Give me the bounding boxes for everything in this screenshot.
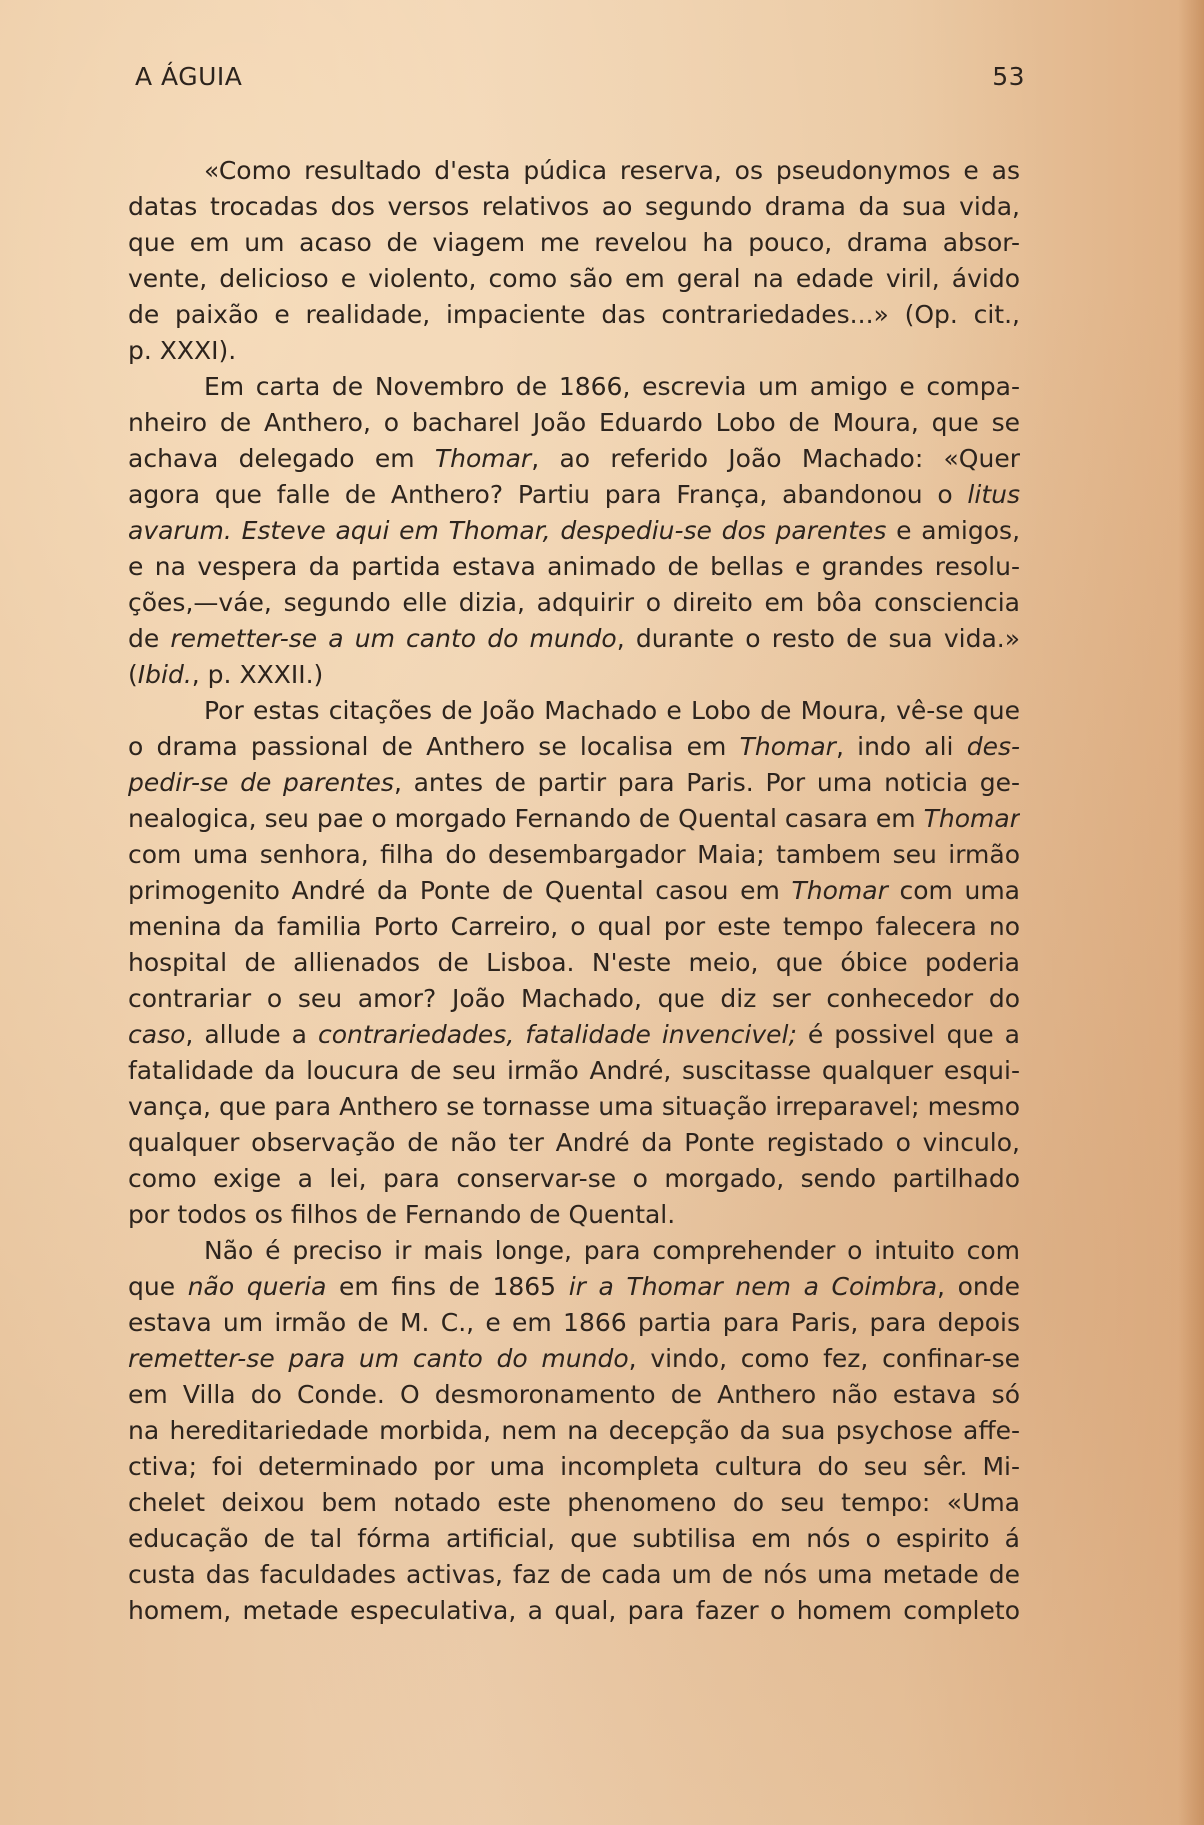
- text-segment: Não é preciso ir mais longe, para comprehender o intuito com: [204, 1236, 1020, 1265]
- text-segment: custa das faculdades activas, faz de cada um de nós uma metade de: [128, 1560, 1020, 1589]
- text-segment: nheiro de Anthero, o bacharel João Eduardo Lobo de Moura, que se: [128, 408, 1020, 437]
- text-line: [128, 513, 1020, 549]
- text-segment: e amigos,: [886, 516, 1020, 545]
- text-segment: é possivel que a: [796, 1020, 1020, 1049]
- text-line: [128, 873, 1020, 909]
- text-segment: com uma: [887, 876, 1020, 905]
- text-segment: vente, delicioso e violento, como são em geral na edade viril, ávido: [128, 264, 1020, 293]
- text-segment: , p. XXXII.): [191, 660, 324, 689]
- text-line: [128, 1089, 1020, 1125]
- italic-text: não queria: [187, 1272, 327, 1301]
- text-line: [128, 189, 1020, 225]
- text-segment: chelet deixou bem notado este phenomeno do seu tempo: «Uma: [128, 1488, 1020, 1517]
- text-line: [128, 765, 1020, 801]
- italic-text: Thomar: [923, 804, 1020, 833]
- running-header: [135, 62, 1025, 92]
- text-segment: agora que falle de Anthero? Partiu para França, abandonou o: [128, 480, 968, 509]
- text-line: [128, 1017, 1020, 1053]
- text-line: [128, 1413, 1020, 1449]
- text-segment: de: [128, 624, 171, 653]
- italic-text: remetter-se a um canto do mundo: [170, 624, 617, 653]
- text-segment: educação de tal fórma artificial, que subtilisa em nós o espirito á: [128, 1524, 1020, 1553]
- text-line: [128, 1161, 1020, 1197]
- text-line: [128, 1485, 1020, 1521]
- text-segment: qualquer observação de não ter André da Ponte registado o vinculo,: [128, 1128, 1020, 1157]
- text-line: [128, 405, 1020, 441]
- italic-text: remetter-se para um canto do mundo: [128, 1344, 629, 1373]
- text-line: [128, 837, 1020, 873]
- text-line: [128, 1377, 1020, 1413]
- italic-text: pedir-se de parentes: [128, 768, 394, 797]
- text-segment: e na vespera da partida estava animado de bellas e grandes resolu-: [128, 552, 1020, 581]
- text-line: [128, 1449, 1020, 1485]
- text-segment: o drama passional de Anthero se localisa em: [128, 732, 740, 761]
- page-number: 53: [992, 62, 1025, 91]
- text-line: [128, 261, 1020, 297]
- text-line: [128, 1053, 1020, 1089]
- text-segment: por todos os filhos de Fernando de Quental.: [128, 1200, 676, 1229]
- text-segment: , antes de partir para Paris. Por uma noticia ge-: [393, 768, 1020, 797]
- text-segment: Em carta de Novembro de 1866, escrevia um amigo e compa-: [204, 372, 1020, 401]
- text-line: [128, 333, 1020, 369]
- text-line: [128, 1593, 1020, 1629]
- text-line: [128, 657, 1020, 693]
- text-segment: Por estas citações de João Machado e Lobo de Moura, vê-se que: [204, 696, 1020, 725]
- text-line: [128, 297, 1020, 333]
- text-segment: primogenito André da Ponte de Quental casou em: [128, 876, 792, 905]
- text-line: [128, 477, 1020, 513]
- body-text: [128, 153, 1020, 1629]
- italic-text: contrariedades, fatalidade invencivel;: [317, 1020, 797, 1049]
- text-segment: com uma senhora, filha do desembargador Maia; tambem seu irmão: [128, 840, 1020, 869]
- text-line: [128, 549, 1020, 585]
- italic-text: Thomar: [434, 444, 532, 473]
- text-line: [128, 369, 1020, 405]
- text-segment: hospital de allienados de Lisboa. N'este meio, que óbice poderia: [128, 948, 1020, 977]
- text-segment: como exige a lei, para conservar-se o morgado, sendo partilhado: [128, 1164, 1020, 1193]
- italic-text: Thomar: [739, 732, 836, 761]
- text-line: [128, 1125, 1020, 1161]
- text-segment: , durante o resto de sua vida.»: [616, 624, 1020, 653]
- text-line: [128, 1341, 1020, 1377]
- italic-text: des-: [966, 732, 1020, 761]
- text-line: [128, 585, 1020, 621]
- text-segment: contrariar o seu amor? João Machado, que diz ser conhecedor do: [128, 984, 1020, 1013]
- text-line: [128, 909, 1020, 945]
- text-line: [128, 1269, 1020, 1305]
- text-segment: vança, que para Anthero se tornasse uma situação irreparavel; mesmo: [128, 1092, 1020, 1121]
- text-line: [128, 153, 1020, 189]
- text-segment: , allude a: [185, 1020, 318, 1049]
- text-segment: datas trocadas dos versos relativos ao segundo drama da sua vida,: [128, 192, 1020, 221]
- text-line: [128, 801, 1020, 837]
- italic-text: Thomar: [791, 876, 888, 905]
- italic-text: avarum. Esteve aqui em Thomar, despediu-se dos parentes: [128, 516, 887, 545]
- italic-text: ir a Thomar nem a Coimbra: [568, 1272, 938, 1301]
- text-line: [128, 1521, 1020, 1557]
- text-line: [128, 1557, 1020, 1593]
- italic-text: Ibid.: [137, 660, 192, 689]
- text-segment: nealogica, seu pae o morgado Fernando de Quental casara em: [128, 804, 924, 833]
- text-segment: «Como resultado d'esta púdica reserva, os pseudonymos e as: [204, 156, 1020, 185]
- text-segment: achava delegado em: [128, 444, 435, 473]
- text-line: [128, 1197, 1020, 1233]
- text-segment: na hereditariedade morbida, nem na decepção da sua psychose affe-: [128, 1416, 1020, 1445]
- text-line: [128, 621, 1020, 657]
- text-segment: estava um irmão de M. C., e em 1866 partia para Paris, para depois: [128, 1308, 1020, 1337]
- text-segment: (: [128, 660, 138, 689]
- text-segment: fatalidade da loucura de seu irmão André, suscitasse qualquer esqui-: [128, 1056, 1020, 1085]
- text-line: [128, 1305, 1020, 1341]
- text-segment: ções,—váe, segundo elle dizia, adquirir o direito em bôa consciencia: [128, 588, 1020, 617]
- text-line: [128, 1233, 1020, 1269]
- text-segment: homem, metade especulativa, a qual, para fazer o homem completo: [128, 1596, 1020, 1625]
- text-segment: menina da familia Porto Carreiro, o qual por este tempo falecera no: [128, 912, 1020, 941]
- text-line: [128, 981, 1020, 1017]
- page-edge-shadow: [1178, 0, 1204, 1825]
- text-segment: que em um acaso de viagem me revelou ha pouco, drama absor-: [128, 228, 1020, 257]
- text-line: [128, 693, 1020, 729]
- text-segment: que: [128, 1272, 188, 1301]
- text-segment: , onde: [937, 1272, 1020, 1301]
- text-segment: , ao referido João Machado: «Quer: [531, 444, 1020, 473]
- italic-text: litus: [967, 480, 1020, 509]
- text-segment: em fins de 1865: [326, 1272, 569, 1301]
- italic-text: caso: [128, 1020, 186, 1049]
- journal-title: A ÁGUIA: [135, 62, 243, 91]
- text-segment: ctiva; foi determinado por uma incompleta cultura do seu sêr. Mi-: [128, 1452, 1020, 1481]
- text-line: [128, 441, 1020, 477]
- text-segment: p. XXXI).: [128, 336, 237, 365]
- text-segment: , indo ali: [835, 732, 967, 761]
- text-line: [128, 225, 1020, 261]
- text-segment: , vindo, como fez, confinar-se: [628, 1344, 1020, 1373]
- text-line: [128, 945, 1020, 981]
- text-line: [128, 729, 1020, 765]
- text-segment: em Villa do Conde. O desmoronamento de Anthero não estava só: [128, 1380, 1020, 1409]
- text-segment: de paixão e realidade, impaciente das contrariedades...» (Op. cit.,: [128, 300, 1020, 329]
